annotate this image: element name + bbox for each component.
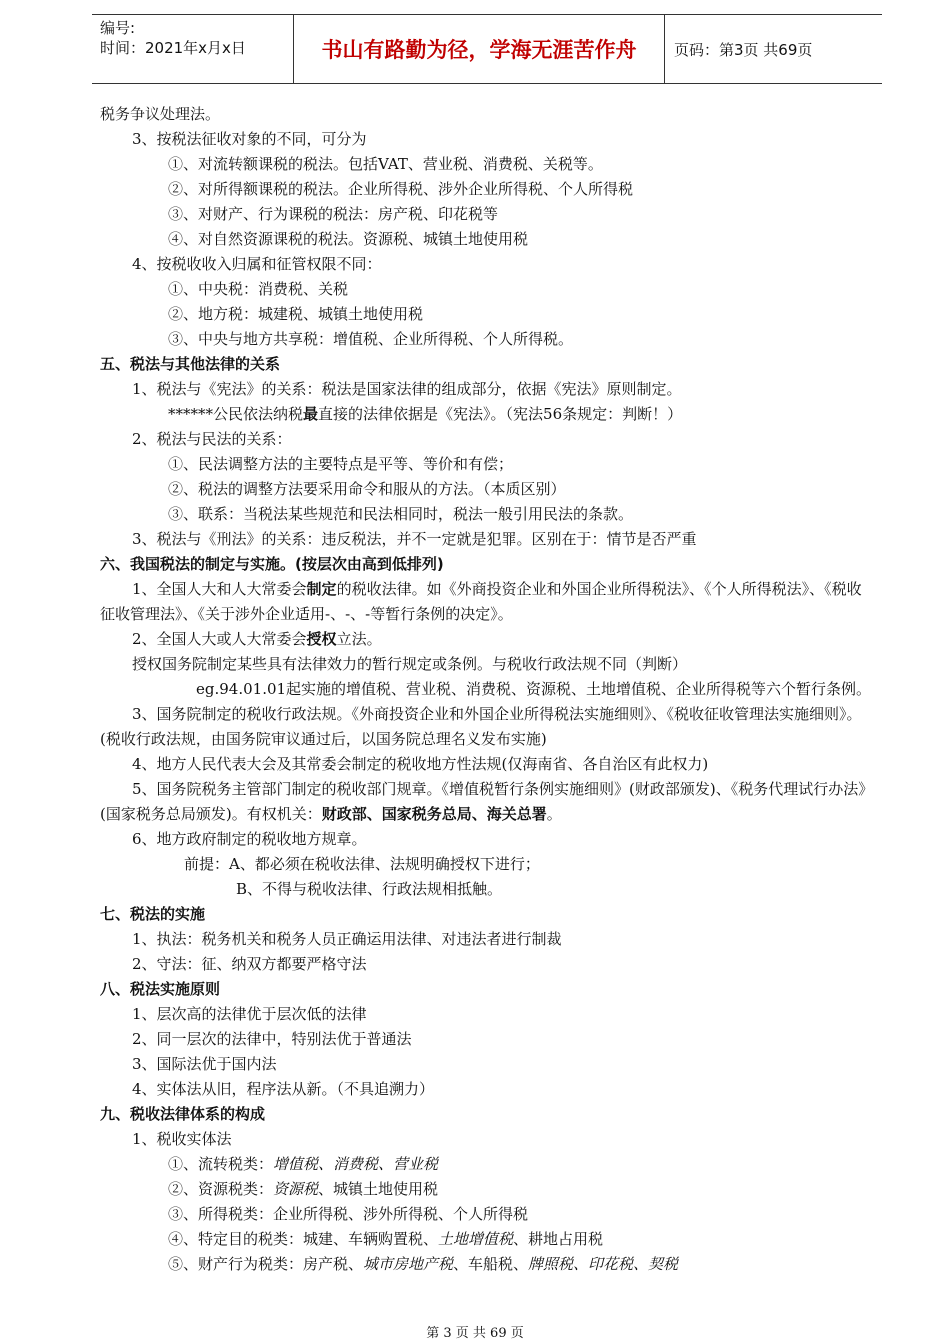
text-line: ④、对自然资源课税的税法。资源税、城镇土地使用税 [168, 230, 529, 248]
italic-text: 资源税 [273, 1180, 319, 1198]
text-line: ③、对财产、行为课税的税法：房产税、印花税等 [168, 205, 499, 223]
text-line: 2、税法与民法的关系： [132, 430, 292, 448]
text-line: ②、对所得额课税的税法。企业所得税、涉外企业所得税、个人所得税 [168, 180, 634, 198]
text-line: 4、实体法从旧，程序法从新。（不具追溯力） [132, 1080, 435, 1098]
text-line: ②、地方税：城建税、城镇土地使用税 [168, 305, 424, 323]
bold-text: 最 [303, 405, 319, 423]
text-span: 、耕地占用税 [513, 1230, 604, 1248]
text-line: 1、执法：税务机关和税务人员正确运用法律、对违法者进行制裁 [132, 930, 562, 948]
text-line: 税务争议处理法。 [100, 105, 221, 123]
text-line: 6、地方政府制定的税收地方规章。 [132, 830, 367, 848]
section-heading: 六、我国税法的制定与实施。(按层次由高到低排列) [100, 555, 444, 573]
text-line [100, 1252, 875, 1277]
text-span: ⑤、财产行为税类：房产税、 [168, 1255, 364, 1273]
text-paragraph: 3、国务院制定的税收行政法规。《外商投资企业和外国企业所得税法实施细则》、《税收征收管理法实施细则》。(税收行政法规，由国务院审议通过后，以国务院总理名义发布实施) [100, 705, 862, 748]
text-line [100, 402, 875, 427]
text-line: ②、税法的调整方法要采用命令和服从的方法。（本质区别） [168, 480, 566, 498]
text-line: 1、税法与《宪法》的关系：税法是国家法律的组成部分，依据《宪法》原则制定。 [132, 380, 682, 398]
text-line: 3、税法与《刑法》的关系：违反税法，并不一定就是犯罪。区别在于：情节是否严重 [132, 530, 697, 548]
text-line: 前提：A、都必须在税收法律、法规明确授权下进行； [184, 855, 540, 873]
italic-text: 牌照税、印花税、契税 [528, 1255, 679, 1273]
text-line: 4、按税收收入归属和征管权限不同： [132, 255, 382, 273]
text-line [100, 1177, 875, 1202]
section-heading: 九、税收法律体系的构成 [100, 1105, 266, 1123]
time-label: 时间：2021年x月x日 [100, 39, 246, 57]
text-line: ③、中央与地方共享税：增值税、企业所得税、个人所得税。 [168, 330, 574, 348]
text-line [100, 1227, 875, 1252]
text-line: ①、民法调整方法的主要特点是平等、等价和有偿； [168, 455, 514, 473]
text-line: 1、层次高的法律优于层次低的法律 [132, 1005, 367, 1023]
text-paragraph [100, 577, 875, 627]
italic-text: 城市房地产税 [363, 1255, 454, 1273]
text-span: 、城镇土地使用税 [318, 1180, 439, 1198]
text-paragraph: eg.94.01.01起实施的增值税、营业税、消费税、资源税、土地增值税、企业所得税等六个暂行条例。 [196, 680, 872, 698]
text-line: 授权国务院制定某些具有法律效力的暂行规定或条例。与税收行政法规不同（判断） [132, 655, 688, 673]
text-line: ③、所得税类：企业所得税、涉外所得税、个人所得税 [168, 1205, 529, 1223]
text-span: 直接的法律依据是《宪法》。（宪法56条规定：判断！） [318, 405, 683, 423]
section-heading: 八、税法实施原则 [100, 980, 221, 998]
text-span: 1、全国人大和人大常委会 [132, 580, 307, 598]
document-body [100, 102, 875, 1277]
text-span: 5、国务院税务主管部门制定的税收部门规章。《增值税暂行条例实施细则》(财政部颁发)、《税务代理试行办法》(国家税务总局颁发)。有权机关： [100, 780, 874, 823]
number-label: 编号: [100, 19, 136, 37]
text-line: B、不得与税收法律、行政法规相抵触。 [236, 880, 503, 898]
text-line [100, 1152, 875, 1177]
text-line: ③、联系：当税法某些规范和民法相同时，税法一般引用民法的条款。 [168, 505, 634, 523]
header-motto: 书山有路勤为径，学海无涯苦作舟 [293, 15, 665, 83]
bold-text: 财政部、国家税务总局、海关总署 [321, 805, 547, 823]
text-line: 2、同一层次的法律中，特别法优于普通法 [132, 1030, 412, 1048]
page-footer: 第 3 页 共 69 页 [426, 1326, 524, 1341]
text-span: ②、资源税类： [168, 1180, 274, 1198]
text-span: 2、全国人大或人大常委会 [132, 630, 307, 648]
text-line: 3、按税法征收对象的不同，可分为 [132, 130, 367, 148]
bold-text: 授权 [306, 630, 337, 648]
bold-text: 制定 [306, 580, 337, 598]
section-heading: 五、税法与其他法律的关系 [100, 355, 281, 373]
text-span: ①、流转税类： [168, 1155, 274, 1173]
text-line: ①、对流转额课税的税法。包括VAT、营业税、消费税、关税等。 [168, 155, 603, 173]
text-line: 4、地方人民代表大会及其常委会制定的税收地方性法规(仅海南省、各自治区有此权力) [132, 755, 709, 773]
italic-text: 土地增值税 [438, 1230, 514, 1248]
text-span: ④、特定目的税类：城建、车辆购置税、 [168, 1230, 439, 1248]
text-line: 1、税收实体法 [132, 1130, 232, 1148]
page-header [92, 14, 882, 84]
text-span: 的税收法律。如《外商投资企业和外国企业所得税法》、《个人所得税法》、《税收征收管理法》、《关于涉外企业适用-、-、-等暂行条例的决定》。 [100, 580, 862, 623]
text-span: 、车船税、 [453, 1255, 529, 1273]
section-heading: 七、税法的实施 [100, 905, 206, 923]
text-line [100, 627, 875, 652]
text-line: 3、国际法优于国内法 [132, 1055, 277, 1073]
text-line: ①、中央税：消费税、关税 [168, 280, 349, 298]
text-span: 。 [546, 805, 562, 823]
header-meta [92, 15, 292, 83]
text-paragraph [100, 777, 875, 827]
page-info: 页码：第3页 共69页 [674, 40, 813, 59]
text-span: ******公民依法纳税 [168, 405, 304, 423]
italic-text: 增值税、消费税、营业税 [273, 1155, 439, 1173]
text-line: 2、守法：征、纳双方都要严格守法 [132, 955, 367, 973]
text-span: 立法。 [336, 630, 382, 648]
